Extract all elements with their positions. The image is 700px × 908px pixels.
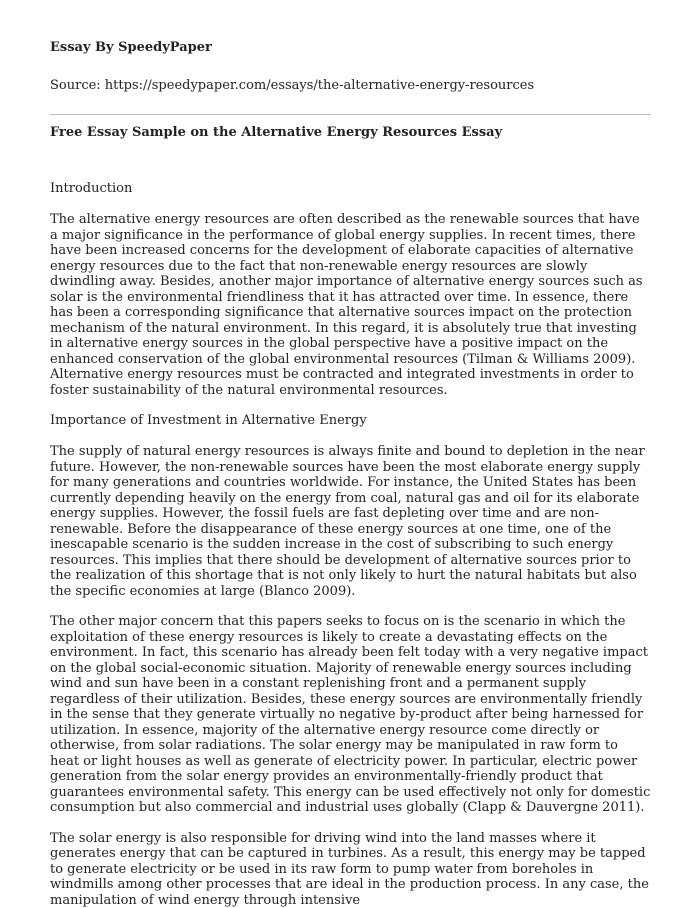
introduction-paragraph: The alternative energy resources are often described as the renewable sources that have a major significance in the performance of global energy supplies. In recent times, there have been increased concerns for the development of elaborate capacities of alternative energy resources due to the fact that non-renewable energy resources are slowly dwindling away. Besides, another major importance of alternative energy sources such as solar is the environmental friendliness that it has attracted over time. In essence, there has been a corresponding significance that alternative sources impact on the protection mechanism of the natural environment. In this regard, it is absolutely true that investing in alternative energy sources in the global perspective have a positive impact on the enhanced conservation of the global environmental resources (Tilman & Williams 2009). Alternative energy resources must be contracted and integrated investments in order to foster sustainability of the natural environmental resources. [50,212,651,398]
importance-heading: Importance of Investment in Alternative Energy [50,413,651,429]
essay-title: Free Essay Sample on the Alternative Energy Resources Essay [50,125,651,141]
header-divider [50,114,651,115]
brand-heading: Essay By SpeedyPaper [50,40,651,56]
body-paragraph-4: The solar energy is also responsible for driving wind into the land masses where it generates energy that can be captured in turbines. As a result, this energy may be tapped to generate electricity or be used in its raw form to pump water from boreholes in windmills among other processes that are ideal in the production process. In any case, the manipulation of wind energy through intensive [50,831,651,908]
body-paragraph-3: The other major concern that this papers seeks to focus on is the scenario in which the exploitation of these energy resources is likely to create a devastating effects on the environment. In fact, this scenario has already been felt today with a very negative impact on the global social-economic situation. Majority of renewable energy sources including wind and sun have been in a constant replenishing front and a permanent supply regardless of their utilization. Besides, these energy sources are environmentally friendly in the sense that they generate virtually no negative by-product after being harnessed for utilization. In essence, majority of the alternative energy resource come directly or otherwise, from solar radiations. The solar energy may be manipulated in raw form to heat or light houses as well as generate of electricity power. In particular, electric power generation from the solar energy provides an environmentally-friendly product that guarantees environmental safety. This energy can be used effectively not only for domestic consumption but also commercial and industrial uses globally (Clapp & Dauvergne 2011). [50,614,651,816]
introduction-heading: Introduction [50,181,651,197]
body-paragraph-2: The supply of natural energy resources is always finite and bound to depletion in the near future. However, the non-renewable sources have been the most elaborate energy supply for many generations and countries worldwide. For instance, the United States has been currently depending heavily on the energy from coal, natural gas and oil for its elaborate energy supplies. However, the fossil fuels are fast depleting over time and are non-renewable. Before the disappearance of these energy sources at one time, one of the inescapable scenario is the sudden increase in the cost of subscribing to such energy resources. This implies that there should be development of alternative sources prior to the realization of this shortage that is not only likely to hurt the natural habitats but also the specific economies at large (Blanco 2009). [50,444,651,599]
source-line: Source: https://speedypaper.com/essays/the-alternative-energy-resources [50,78,651,94]
